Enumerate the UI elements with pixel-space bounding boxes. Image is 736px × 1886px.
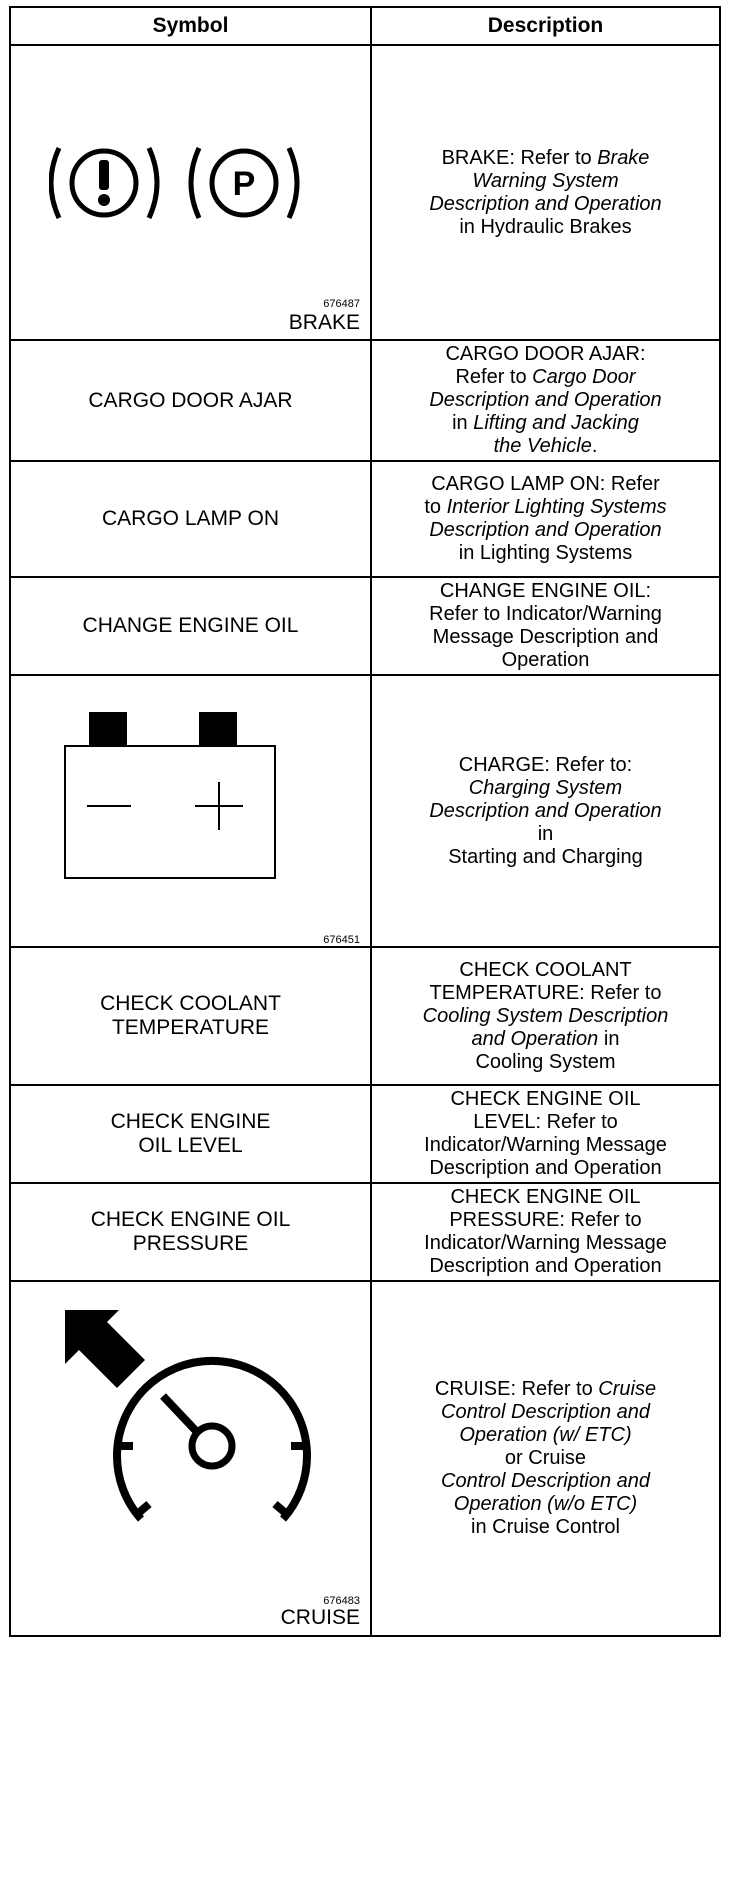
table-header-row <box>10 7 720 45</box>
symbol-caption-cruise: CRUISE <box>280 1606 360 1629</box>
description-cell-check-engine-oil-level: CHECK ENGINE OIL LEVEL: Refer to Indicator/Warning Message Description and Operation <box>371 1085 720 1183</box>
brake-warning-icon <box>49 138 309 228</box>
description-cell-charge: CHARGE: Refer to: Charging System Description and Operation in Starting and Charging <box>371 675 720 947</box>
table-row-change-engine-oil <box>10 577 720 675</box>
description-column-header: Description <box>371 7 720 45</box>
symbol-cell-brake <box>10 45 371 340</box>
figure-number-cruise: 676483 <box>323 1595 360 1607</box>
table-row-check-coolant-temperature <box>10 947 720 1085</box>
symbol-cell-check-engine-oil-level: CHECK ENGINE OIL LEVEL <box>10 1085 371 1183</box>
description-cell-cargo-door-ajar: CARGO DOOR AJAR: Refer to Cargo Door Description and Operation in Lifting and Jacking the Vehicle. <box>371 340 720 461</box>
description-cell-brake: BRAKE: Refer to Brake Warning System Description and Operation in Hydraulic Brakes <box>371 45 720 340</box>
cruise-control-icon <box>51 1304 331 1544</box>
table-row-brake <box>10 45 720 340</box>
battery-charge-icon <box>63 710 283 880</box>
table-row-check-engine-oil-pressure <box>10 1183 720 1281</box>
symbol-cell-cruise <box>10 1281 371 1636</box>
symbol-caption-brake: BRAKE <box>288 311 360 334</box>
symbol-cell-cargo-lamp-on: CARGO LAMP ON <box>10 461 371 577</box>
symbol-column-header: Symbol <box>10 7 371 45</box>
figure-number-brake: 676487 <box>323 298 360 310</box>
table-row-cargo-door-ajar <box>10 340 720 461</box>
symbol-cell-cargo-door-ajar: CARGO DOOR AJAR <box>10 340 371 461</box>
table-row-cruise <box>10 1281 720 1636</box>
table-row-charge <box>10 675 720 947</box>
symbol-cell-change-engine-oil: CHANGE ENGINE OIL <box>10 577 371 675</box>
description-cell-cargo-lamp-on: CARGO LAMP ON: Refer to Interior Lighting Systems Description and Operation in Lighting Systems <box>371 461 720 577</box>
symbol-cell-check-engine-oil-pressure: CHECK ENGINE OIL PRESSURE <box>10 1183 371 1281</box>
description-cell-check-coolant-temperature: CHECK COOLANT TEMPERATURE: Refer to Cooling System Description and Operation in Cooling System <box>371 947 720 1085</box>
description-cell-cruise: CRUISE: Refer to Cruise Control Description and Operation (w/ ETC) or Cruise Control Description and Operation (w/o ETC) in Cruise Control <box>371 1281 720 1636</box>
table-row-cargo-lamp-on <box>10 461 720 577</box>
warning-symbol-table <box>9 6 721 1637</box>
symbol-cell-charge <box>10 675 371 947</box>
svg-text:P: P <box>232 165 256 203</box>
table-row-check-engine-oil-level <box>10 1085 720 1183</box>
description-cell-check-engine-oil-pressure: CHECK ENGINE OIL PRESSURE: Refer to Indicator/Warning Message Description and Operation <box>371 1183 720 1281</box>
figure-number-charge: 676451 <box>323 934 360 946</box>
description-cell-change-engine-oil: CHANGE ENGINE OIL: Refer to Indicator/Warning Message Description and Operation <box>371 577 720 675</box>
symbol-cell-check-coolant-temperature: CHECK COOLANT TEMPERATURE <box>10 947 371 1085</box>
